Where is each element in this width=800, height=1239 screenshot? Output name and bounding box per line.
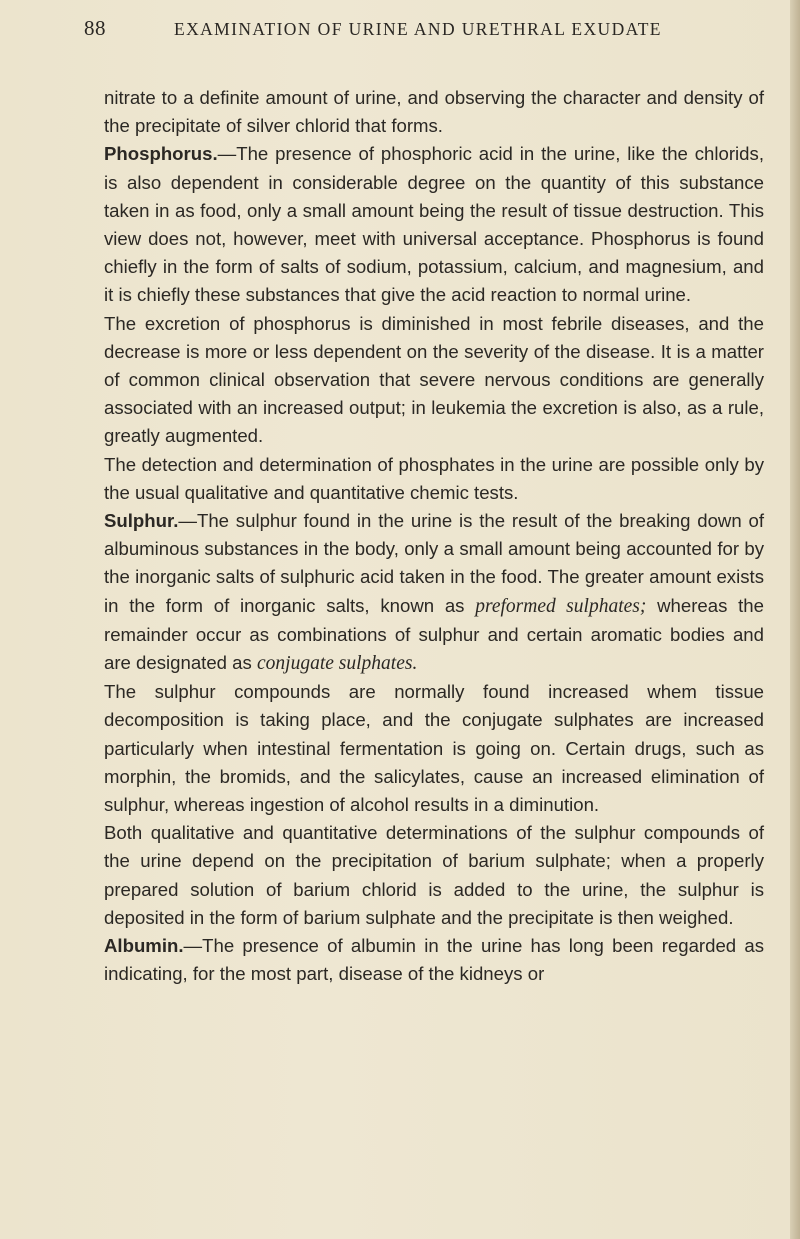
paragraph-determinations	[104, 819, 764, 932]
paragraph-phosphorus-text: —The presence of phosphoric acid in the urine, like the chlorids, is also dependent in considerable degree on the quantity of this substance taken in as food, only a small amount being the result of tissue destruction. This view does not, however, meet with universal acceptance. Phosphorus is found chiefly in the form of salts of sodium, potassium, calcium, and magnesium, and it is chiefly these substances that give the acid reaction to normal urine.	[104, 143, 764, 306]
heading-phosphorus: Phosphorus.	[104, 143, 218, 165]
running-head: EXAMINATION OF URINE AND URETHRAL EXUDATE	[174, 19, 662, 39]
heading-sulphur: Sulphur.	[104, 510, 179, 532]
term-preformed-sulphates: preformed sulphates;	[475, 595, 647, 617]
page-number: 88	[84, 16, 106, 40]
page-edge-shadow	[790, 0, 800, 1239]
paragraph-sulphur-text-a: —The sulphur found in the urine is the result of the breaking down of albuminous substances in the body, only a small amount being accounted for by the inorganic salts of sulphuric acid taken in the food. The greater amount exists in the form of inorganic salts, known as	[104, 510, 764, 616]
paragraph-albumin	[104, 932, 764, 988]
paragraph-sulphur-compounds	[104, 678, 764, 819]
paragraph-determinations-text: Both qualitative and quantitative determinations of the sulphur compounds of the urine depend on the precipitation of barium sulphate; when a properly prepared solution of barium chlorid is added to the urine, the sulphur is deposited in the form of barium sulphate and the precipitate is then weighed.	[104, 822, 764, 928]
paragraph-detection	[104, 451, 764, 507]
paragraph-sulphur-text-b: whereas the remainder occur as combinations of sulphur and certain aromatic bodies and are designated as	[104, 594, 764, 674]
paragraph-sulphur	[104, 507, 764, 678]
heading-albumin: Albumin.	[104, 935, 184, 957]
paragraph-albumin-text: —The presence of albumin in the urine has long been regarded as indicating, for the most part, disease of the kidneys or	[104, 935, 764, 985]
paragraph-excretion-text: The excretion of phosphorus is diminished in most febrile diseases, and the decrease is more or less dependent on the severity of the disease. It is a matter of common clinical observation that severe nervous conditions are generally associated with an increased output; in leukemia the excretion is also, as a rule, greatly augmented.	[104, 312, 764, 447]
paragraph-1-text: nitrate to a definite amount of urine, and observing the character and density of the precipitate of silver chlorid that forms.	[104, 87, 764, 137]
term-conjugate-sulphates: conjugate sulphates.	[257, 653, 418, 675]
page-header	[84, 16, 684, 46]
paragraph-excretion	[104, 310, 764, 451]
body-text	[104, 84, 764, 989]
paragraph-sulphur-compounds-text: The sulphur compounds are normally found increased whem tissue decomposition is taking place, and the conjugate sulphates are increased particularly when intestinal fermentation is going on. Certain drugs, such as morphin, the bromids, and the salicylates, cause an increased elimination of sulphur, whereas ingestion of alcohol results in a diminution.	[104, 681, 764, 816]
paragraph-phosphorus	[104, 140, 764, 309]
paragraph-detection-text: The detection and determination of phosphates in the urine are possible only by the usual qualitative and quantitative chemic tests.	[104, 453, 764, 503]
paragraph-1	[104, 84, 764, 140]
